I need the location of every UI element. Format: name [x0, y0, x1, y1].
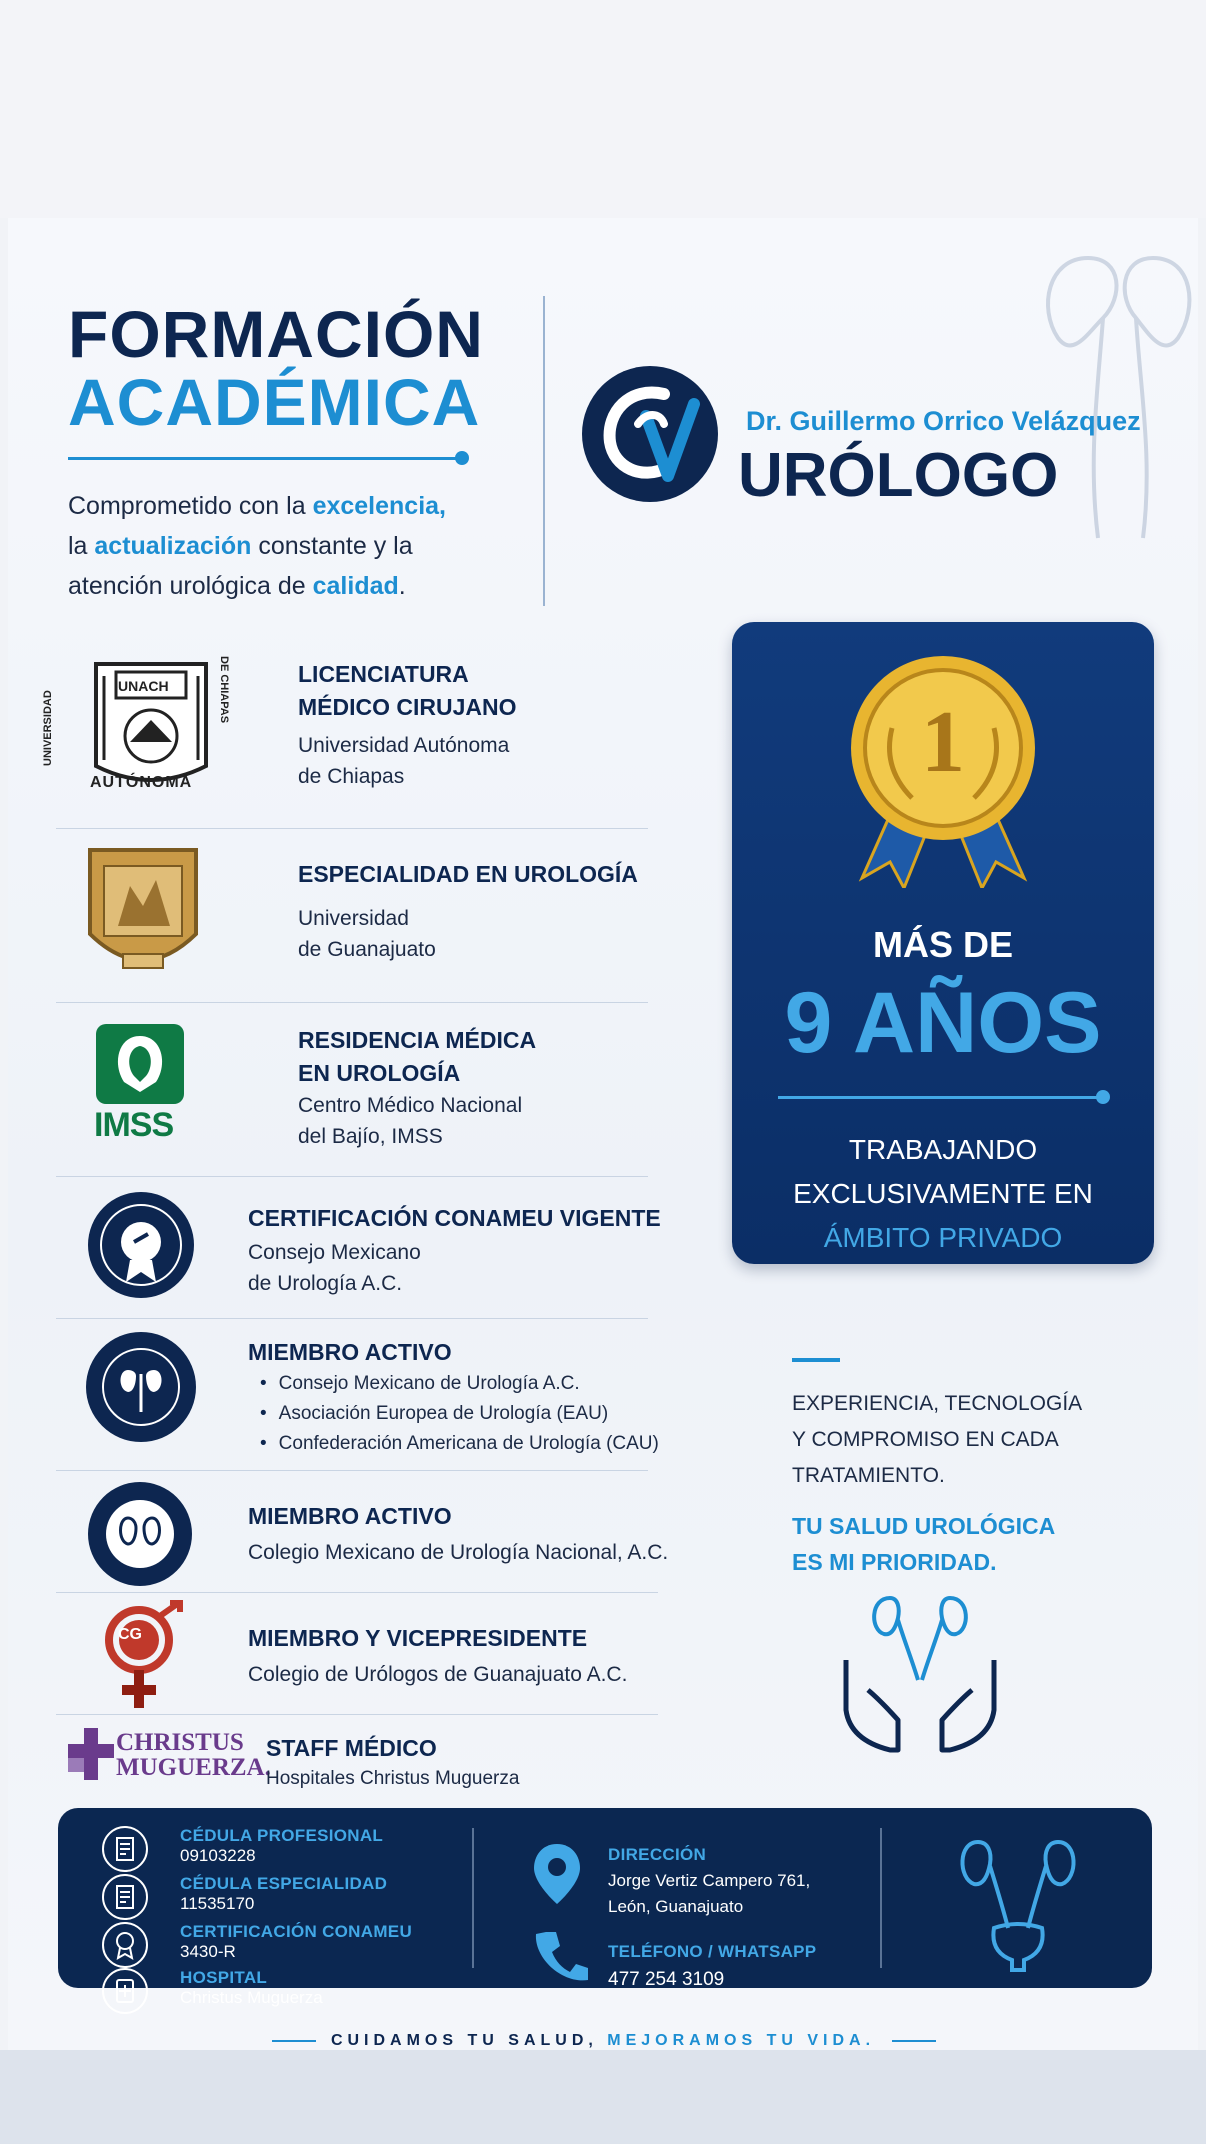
footer-item-cedula-profesional: [180, 1826, 383, 1866]
edu-title: STAFF MÉDICO: [266, 1735, 437, 1761]
footer-label: CÉDULA ESPECIALIDAD: [180, 1874, 388, 1893]
edu-item-especialidad: [298, 858, 638, 965]
medal-number: 1: [921, 694, 965, 791]
footer-value: 09103228: [180, 1846, 256, 1865]
footer-divider: [880, 1828, 882, 1968]
edu-title: MIEMBRO ACTIVO: [248, 1503, 452, 1529]
edu-title: MÉDICO CIRUJANO: [298, 694, 517, 720]
document-icon: [102, 1874, 148, 1920]
priority-text: [792, 1508, 1152, 1580]
card-rule-dot: [1096, 1090, 1110, 1104]
tagline-part: CUIDAMOS TU SALUD,: [330, 2032, 608, 2049]
hospital-icon: [102, 1968, 148, 2014]
membership-item: • Asociación Europea de Urología (EAU): [260, 1399, 659, 1429]
edu-subtitle: Centro Médico Nacional: [298, 1094, 523, 1117]
footer-item-certificacion: [180, 1922, 412, 1962]
separator: [56, 1592, 658, 1593]
experience-line: EXPERIENCIA, TECNOLOGÍA: [792, 1392, 1083, 1415]
edu-subtitle: de Guanajuato: [298, 938, 436, 961]
intro-text: [68, 486, 508, 606]
card-line-3: ÁMBITO PRIVADO: [823, 1222, 1063, 1253]
location-pin-icon: [530, 1842, 584, 1906]
priority-line: ES MI PRIORIDAD.: [792, 1549, 997, 1575]
phone-number[interactable]: 477 254 3109: [608, 1969, 725, 1990]
brand-logo-icon: [580, 364, 720, 504]
membership-item: • Consejo Mexicano de Urología A.C.: [260, 1369, 659, 1399]
poster: [8, 218, 1198, 2050]
edu-subtitle: Colegio Mexicano de Urología Nacional, A.C.: [248, 1541, 669, 1564]
footer-label: CÉDULA PROFESIONAL: [180, 1826, 384, 1845]
edu-item-certificacion: [248, 1202, 661, 1299]
footer-card: [58, 1808, 1152, 2007]
separator: [56, 1470, 648, 1471]
unach-logo-bottom: AUTÓNOMA: [90, 774, 193, 791]
tagline-rule-right: [892, 2040, 936, 2042]
tagline: [8, 2032, 1198, 2050]
tagline-highlight: MEJORAMOS TU VIDA.: [607, 2032, 876, 2049]
edu-subtitle: Universidad Autónoma: [298, 734, 510, 757]
edu-title: LICENCIATURA: [298, 661, 469, 687]
separator: [56, 1002, 648, 1003]
separator: [56, 1176, 648, 1177]
priority-line: TU SALUD UROLÓGICA: [792, 1513, 1056, 1539]
edu-item-miembro-activo: [248, 1336, 659, 1459]
imss-logo-text: IMSS: [94, 1106, 174, 1144]
edu-item-licenciatura: [298, 658, 517, 792]
urinary-system-icon: [948, 1832, 1088, 1972]
short-rule: [792, 1358, 840, 1362]
edu-subtitle: Universidad: [298, 907, 409, 930]
title-underline: [68, 457, 468, 460]
phone-icon: [532, 1928, 588, 1984]
footer-value: Christus Muguerza: [180, 1988, 323, 2007]
intro-part: constante y la: [251, 532, 413, 560]
years-text: 9 AÑOS: [784, 975, 1102, 1071]
footer-value: 3430-R: [180, 1942, 236, 1961]
edu-title: RESIDENCIA MÉDICA: [298, 1027, 537, 1053]
address-line: León, Guanajuato: [608, 1897, 744, 1916]
separator: [56, 828, 648, 829]
footer-item-cedula-especialidad: [180, 1874, 387, 1914]
address-label: DIRECCIÓN: [608, 1845, 707, 1864]
title-academica: ACADÉMICA: [68, 365, 481, 439]
edu-title: MIEMBRO Y VICEPRESIDENTE: [248, 1625, 588, 1651]
unach-logo-top: UNACH: [118, 678, 169, 694]
footer-phone: [608, 1938, 816, 1994]
more-of-text: MÁS DE: [872, 924, 1013, 965]
edu-title: CERTIFICACIÓN CONAMEU VIGENTE: [248, 1205, 661, 1231]
edu-item-vicepresidente: [248, 1622, 627, 1690]
edu-title: ESPECIALIDAD EN UROLOGÍA: [298, 861, 638, 887]
colegio-mexicano-seal-icon: [86, 1480, 194, 1588]
christus-logo-line: CHRISTUS: [116, 1729, 244, 1756]
edu-item-staff: [266, 1732, 519, 1793]
hands-kidneys-icon: [840, 1590, 1000, 1760]
unach-logo-left: UNIVERSIDAD: [42, 690, 54, 766]
conameu-seal-icon: [86, 1190, 196, 1300]
christus-cross-icon: [68, 1728, 114, 1780]
membership-list: [260, 1369, 659, 1459]
intro-part: atención urológica de: [68, 572, 313, 600]
edu-item-residencia: [298, 1024, 536, 1152]
title-formacion: FORMACIÓN: [68, 297, 484, 371]
edu-subtitle: Consejo Mexicano: [248, 1241, 421, 1264]
colegio-guanajuato-logo-icon: [84, 1600, 194, 1720]
edu-item-colegio-mexicano: [248, 1500, 668, 1568]
intro-part: la: [68, 532, 95, 560]
intro-highlight: calidad: [312, 572, 399, 600]
footer-item-hospital: [180, 1968, 323, 2008]
card-rule: [778, 1096, 1104, 1099]
experience-text: [792, 1386, 1152, 1494]
experience-card: [732, 622, 1154, 1264]
christus-logo-text: [116, 1730, 271, 1780]
consejo-mexicano-seal-icon: [84, 1330, 198, 1444]
unach-logo-right: DE CHIAPAS: [218, 656, 230, 724]
footer-label: HOSPITAL: [180, 1968, 268, 1987]
edu-title: MIEMBRO ACTIVO: [248, 1339, 452, 1365]
guanajuato-seal-icon: [78, 836, 208, 986]
separator: [56, 1714, 658, 1715]
edu-subtitle: de Chiapas: [298, 765, 405, 788]
award-icon: [102, 1922, 148, 1968]
document-icon: [102, 1826, 148, 1872]
edu-subtitle: del Bajío, IMSS: [298, 1125, 443, 1148]
experience-line: Y COMPROMISO EN CADA: [792, 1428, 1059, 1451]
footer-address: [608, 1842, 810, 1920]
edu-subtitle: Colegio de Urólogos de Guanajuato A.C.: [248, 1663, 628, 1686]
separator: [56, 1318, 648, 1319]
edu-subtitle: de Urología A.C.: [248, 1272, 403, 1295]
experience-line: TRATAMIENTO.: [792, 1464, 945, 1487]
phone-label: TELÉFONO / WHATSAPP: [608, 1942, 817, 1961]
card-line-2: EXCLUSIVAMENTE EN: [793, 1178, 1093, 1209]
top-band: [0, 0, 1206, 218]
intro-part: .: [398, 572, 406, 600]
footer-value: 11535170: [180, 1894, 255, 1913]
doctor-name: Dr. Guillermo Orrico Velázquez: [746, 406, 1141, 436]
membership-item: • Confederación Americana de Urología (CAU): [260, 1429, 659, 1459]
edu-title: EN UROLOGÍA: [298, 1060, 461, 1086]
colegio-guanajuato-logo-text: CG: [118, 1626, 142, 1643]
imss-logo-icon: [94, 1022, 186, 1106]
intro-highlight: actualización: [94, 532, 252, 560]
edu-subtitle: Hospitales Christus Muguerza: [266, 1768, 520, 1789]
intro-highlight: excelencia,: [312, 492, 446, 520]
role-title: URÓLOGO: [738, 441, 1059, 510]
card-line-1: TRABAJANDO: [848, 1134, 1038, 1165]
footer-label: CERTIFICACIÓN CONAMEU: [180, 1922, 413, 1941]
intro-part: Comprometido con la: [68, 492, 313, 520]
header-divider: [543, 296, 545, 606]
footer-divider: [472, 1828, 474, 1968]
title-underline-dot: [455, 451, 469, 465]
bottom-band: [0, 2050, 1206, 2144]
christus-logo-line: MUGUERZA.: [116, 1754, 271, 1781]
address-line: Jorge Vertiz Campero 761,: [608, 1871, 811, 1890]
